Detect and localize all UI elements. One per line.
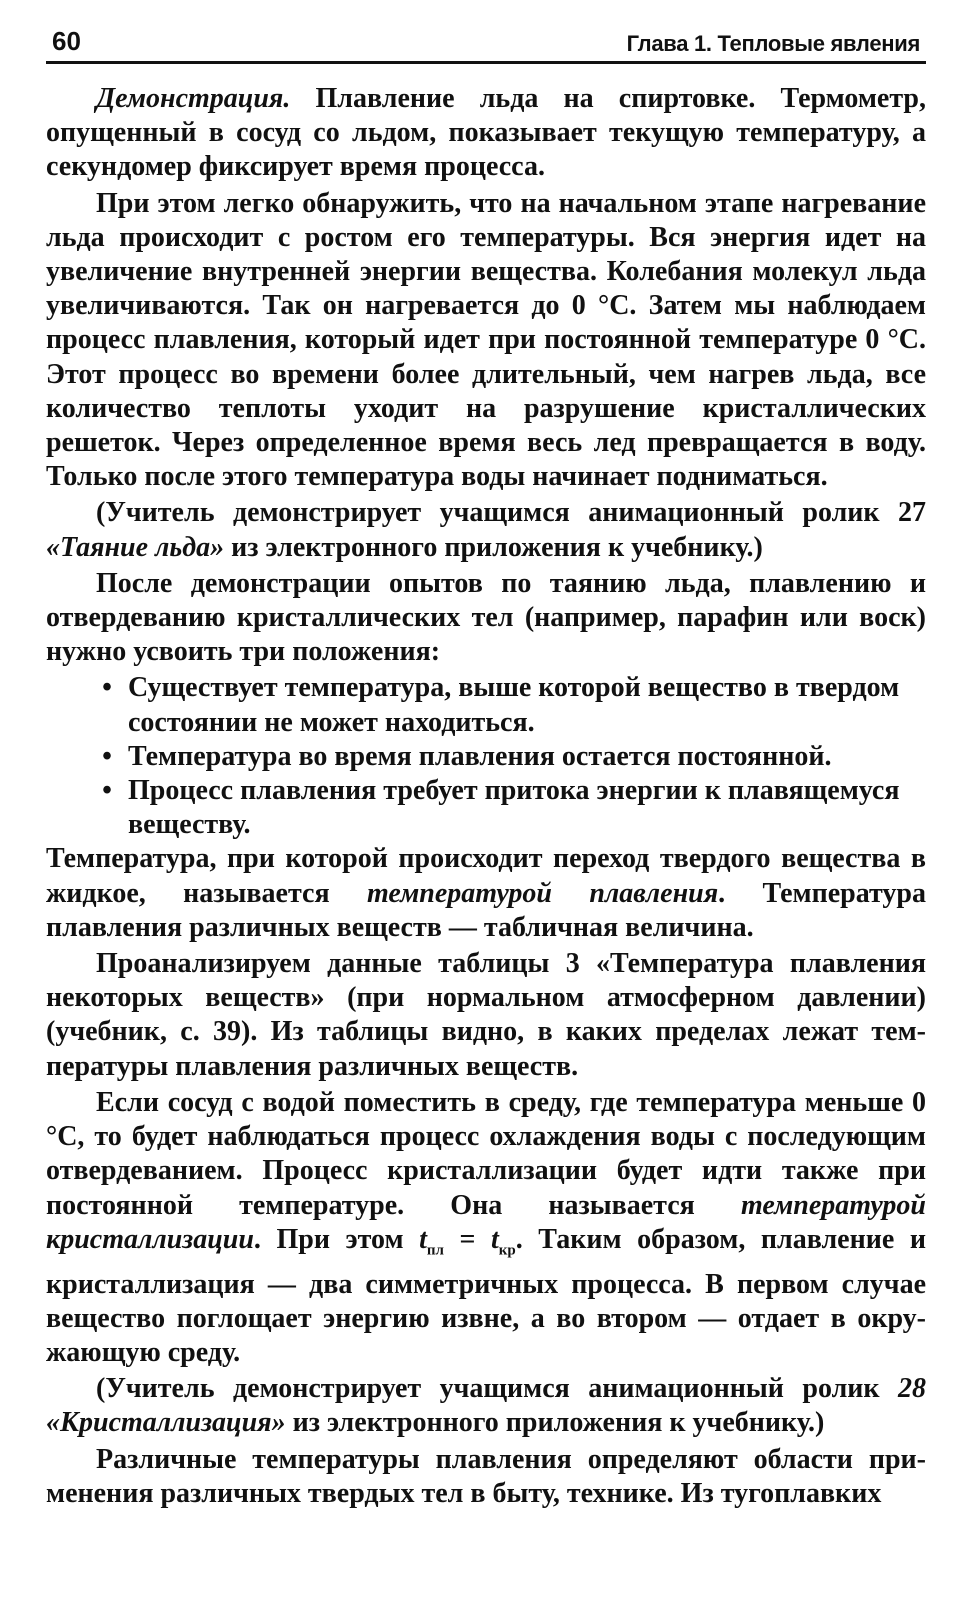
- melting-def-before: Температура, при которой происходит переход твердого вещества в жидкое, называется: [46, 843, 926, 909]
- animation-28-before: (Учитель демонстрирует учащимся анимационный ролик: [96, 1373, 898, 1405]
- list-item-text: Процесс плавления требует притока энергии к плавящемуся веществу.: [128, 775, 900, 841]
- bullet-icon: •: [102, 775, 112, 807]
- bullet-icon: •: [102, 672, 112, 704]
- demonstration-text: Плавление льда на спиртовке. Термометр, опущенный в сосуд со льдом, показывает текущую температуру, а секундомер фиксирует время процесса.: [46, 83, 926, 183]
- paragraph-table-analysis: Проанализируем данные таблицы 3 «Температура плавления некоторых веществ» (при нормальном атмосферном давлении) (учебник, с. 39). Из таблицы видно, в каких пределах лежат температуры плавления различных веществ.: [46, 948, 926, 1082]
- list-item: [96, 774, 926, 842]
- t-crystal-symbol: t: [490, 1223, 499, 1255]
- animation-28-title: 28 «Кристаллизация»: [46, 1373, 926, 1439]
- crystallization-term: температурой кристаллизации: [46, 1189, 926, 1255]
- melting-def-after: . Температура плавления различных веществ — табличная величина.: [46, 877, 926, 943]
- melting-term: температурой плавления: [366, 877, 719, 909]
- list-item: [96, 740, 926, 774]
- list-item-text: Существует температура, выше которой вещество в твердом состоянии не может находиться.: [128, 672, 900, 738]
- demonstration-lead: Демонстрация.: [96, 83, 291, 114]
- t-melting-subscript: пл: [426, 1242, 444, 1259]
- crystallization-before: Если сосуд с водой поместить в среду, где температура меньше 0 °С, то будет наблюдаться процесс охлаждения воды с последующим отвердеванием. Процесс кристаллизации будет идти также при постоянной температуре. Она называется: [46, 1086, 926, 1221]
- chapter-title: Глава 1. Тепловые явления: [626, 31, 920, 56]
- statements-list: [46, 671, 926, 842]
- page-number: 60: [52, 26, 81, 56]
- paragraph-melting-definition: [46, 842, 926, 945]
- equals-sign: =: [443, 1223, 491, 1255]
- list-item-text: Температура во время плавления остается постоянной.: [128, 740, 832, 772]
- animation-28-after: из электронного приложения к учебнику.): [285, 1407, 825, 1439]
- paragraph-heating: При этом легко обнаружить, что на начальном этапе нагревание льда происходит с ростом его температуры. Вся энергия идет на увеличение внутренней энергии вещества. Колебания молекул льда увеличиваются. Так он нагревается до 0 °С. Затем мы наблюдаем процесс плавления, который идет при постоянной температуре 0 °С. Этот процесс во времени более длительный, чем нагрев льда, все количество теплоты уходит на разрушение кристаллических решеток. Через определенное время весь лед превращается в воду. Только после этого температура воды начинает подниматься.: [46, 187, 926, 493]
- t-crystal-subscript: кр: [498, 1242, 516, 1259]
- crystallization-after: . Таким образом, плавление и кристаллизация — два симметричных процесса. В первом случае вещество поглощает энергию извне, а во втором — отдает в окружающую среду.: [46, 1223, 926, 1368]
- crystallization-mid: . При этом: [253, 1223, 420, 1255]
- animation-27-after: из электронного приложения к учебнику.): [224, 531, 763, 563]
- paragraph-animation-27: [46, 496, 926, 564]
- page-header: [46, 26, 926, 64]
- paragraph-demonstration: [46, 82, 926, 185]
- bullet-icon: •: [102, 740, 112, 772]
- paragraph-three-statements: После демонстрации опытов по таянию льда, плавлению и отвердеванию кристаллических тел (например, парафин или воск) нужно усвоить три положения:: [46, 567, 926, 668]
- list-item: [96, 671, 926, 739]
- paragraph-crystallization: [46, 1086, 926, 1370]
- t-melting-symbol: t: [419, 1223, 427, 1255]
- paragraph-animation-28: [46, 1372, 926, 1440]
- animation-27-before: (Учитель демонстрирует учащимся анимационный ролик 27: [96, 497, 926, 529]
- animation-27-title: «Таяние льда»: [46, 531, 225, 563]
- page-body: [46, 82, 926, 1511]
- paragraph-applications: Различные температуры плавления определяют области применения различных твердых тел в быту, технике. Из тугоплавких: [46, 1443, 926, 1509]
